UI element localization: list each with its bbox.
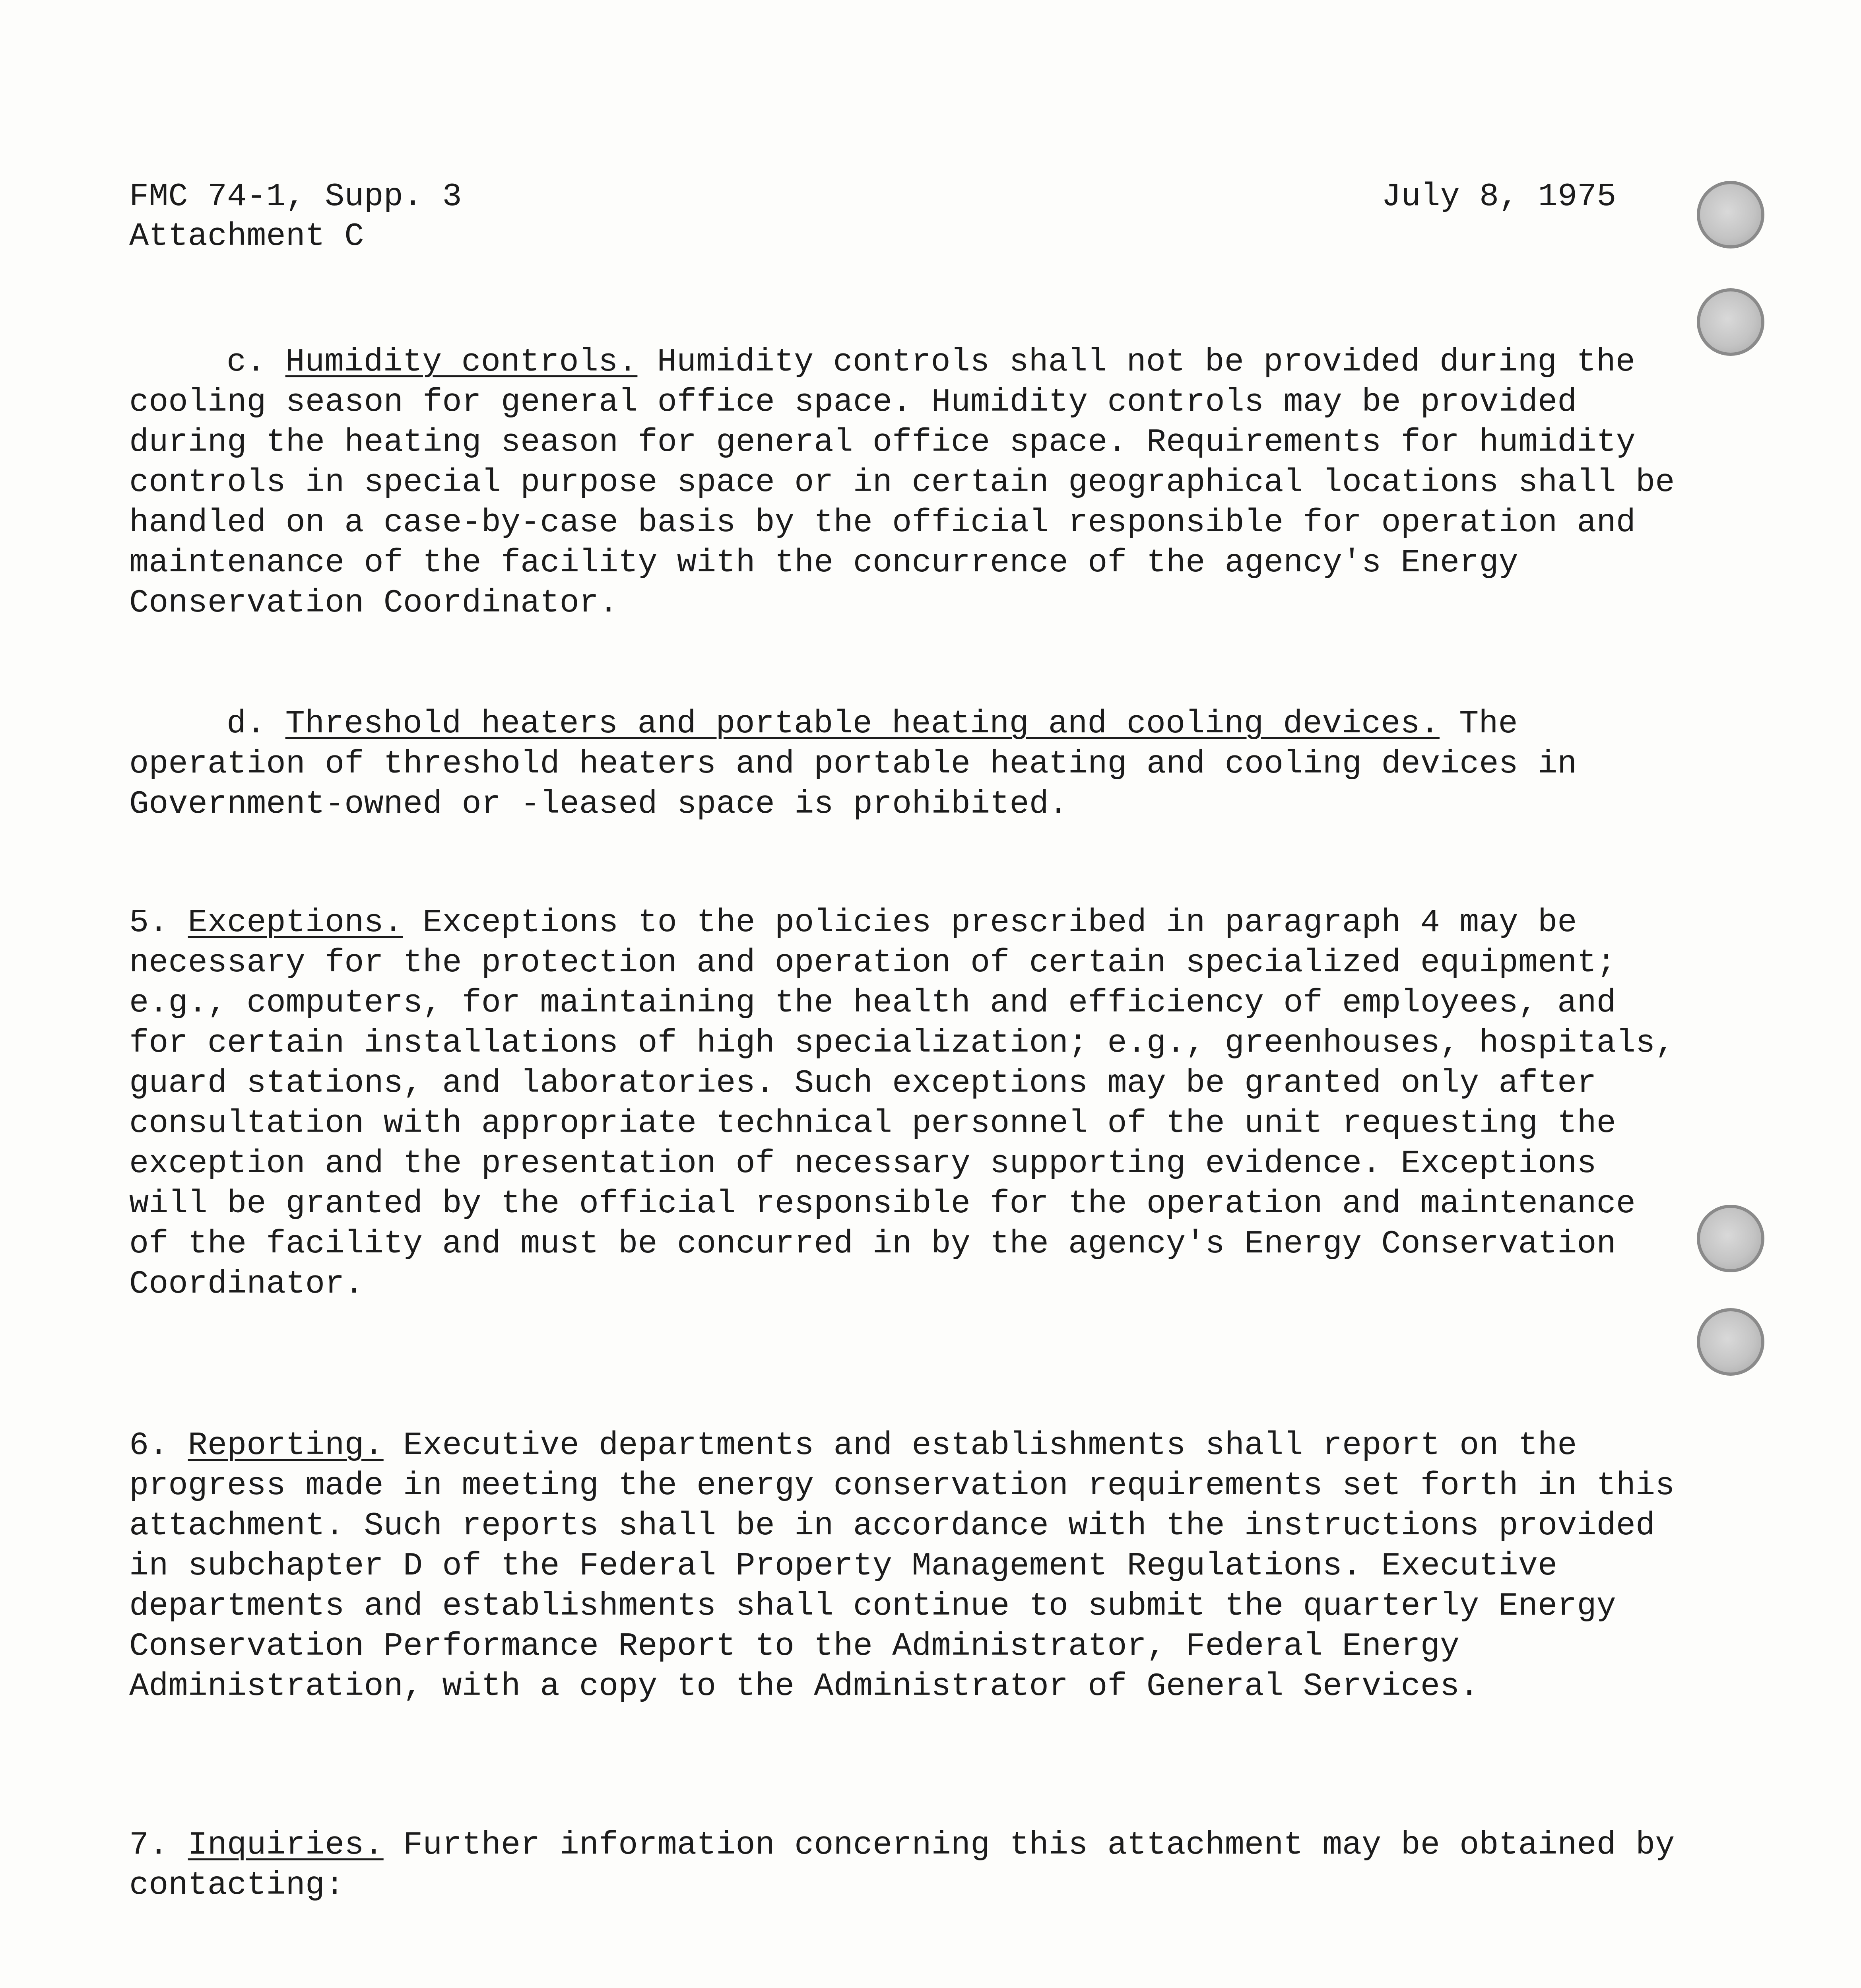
contact-address: [227, 1944, 951, 1988]
section-d: [129, 704, 1680, 824]
document-date: July 8, 1975: [1382, 178, 1616, 215]
section-d-marker: d.: [227, 705, 266, 742]
punch-hole-1: [1697, 181, 1764, 248]
punch-hole-3: [1697, 1205, 1764, 1272]
section-7-heading: Inquiries.: [188, 1827, 384, 1864]
punch-hole-4: [1697, 1308, 1764, 1376]
section-5-heading: Exceptions.: [188, 904, 403, 941]
section-d-heading: Threshold heaters and portable heating and cooling devices.: [285, 705, 1440, 742]
section-d-text: The operation of threshold heaters and portable heating and cooling devices in Government-owned or -leased space is prohibited.: [129, 705, 1597, 823]
section-c-heading: Humidity controls.: [285, 344, 638, 381]
section-7-marker: 7.: [129, 1827, 169, 1864]
section-6-text: Executive departments and establishments shall report on the progress made in meeting the energy conservation requirements set forth in this attachment. Such reports shall be in accordance with the instructions provided in subchapter D of the Federal Property Management Regulations. Executive departments and establishments shall continue to submit the quarterly Energy Conservation Performance Report to the Administrator, Federal Energy Administration, with a copy to the Administrator of General Services.: [129, 1427, 1694, 1705]
section-5: [129, 903, 1694, 1304]
attachment-label: Attachment C: [129, 218, 364, 255]
section-5-text: Exceptions to the policies prescribed in paragraph 4 may be necessary for the protection and operation of certain specialized equipment; e.g., computers, for maintaining the health and efficiency of employees, and for certain installations of high specialization; e.g., greenhouses, hospitals, guard stations, and laboratories. Such exceptions may be granted only after consultation with appropriate technical personnel of the unit requesting the exception and the presentation of necessary supporting evidence. Exceptions will be granted by the official responsible for the operation and maintenance of the facility and must be concurred in by the agency's Energy Conservation Coordinator.: [129, 904, 1694, 1303]
section-6-marker: 6.: [129, 1427, 169, 1464]
section-5-marker: 5.: [129, 904, 169, 941]
section-c-text: Humidity controls shall not be provided during the cooling season for general office space. Humidity controls may be provided during the heating season for general office space. Requirements for humidity controls in special purpose space or in certain geographical locations shall be handled on a case-by-case basis by the official responsible for operation and maintenance of the facility with the concurrence of the agency's Energy Conservation Coordinator.: [129, 344, 1694, 621]
doc-reference: FMC 74-1, Supp. 3: [129, 178, 462, 215]
section-6: [129, 1425, 1694, 1706]
document-header: [129, 177, 462, 256]
punch-hole-2: [1697, 288, 1764, 356]
section-7: [129, 1825, 1694, 1905]
section-c-marker: c.: [227, 344, 266, 381]
section-6-heading: Reporting.: [188, 1427, 384, 1464]
section-c: [129, 342, 1694, 623]
section-7-text: Further information concerning this attachment may be obtained by contacting:: [129, 1827, 1694, 1904]
